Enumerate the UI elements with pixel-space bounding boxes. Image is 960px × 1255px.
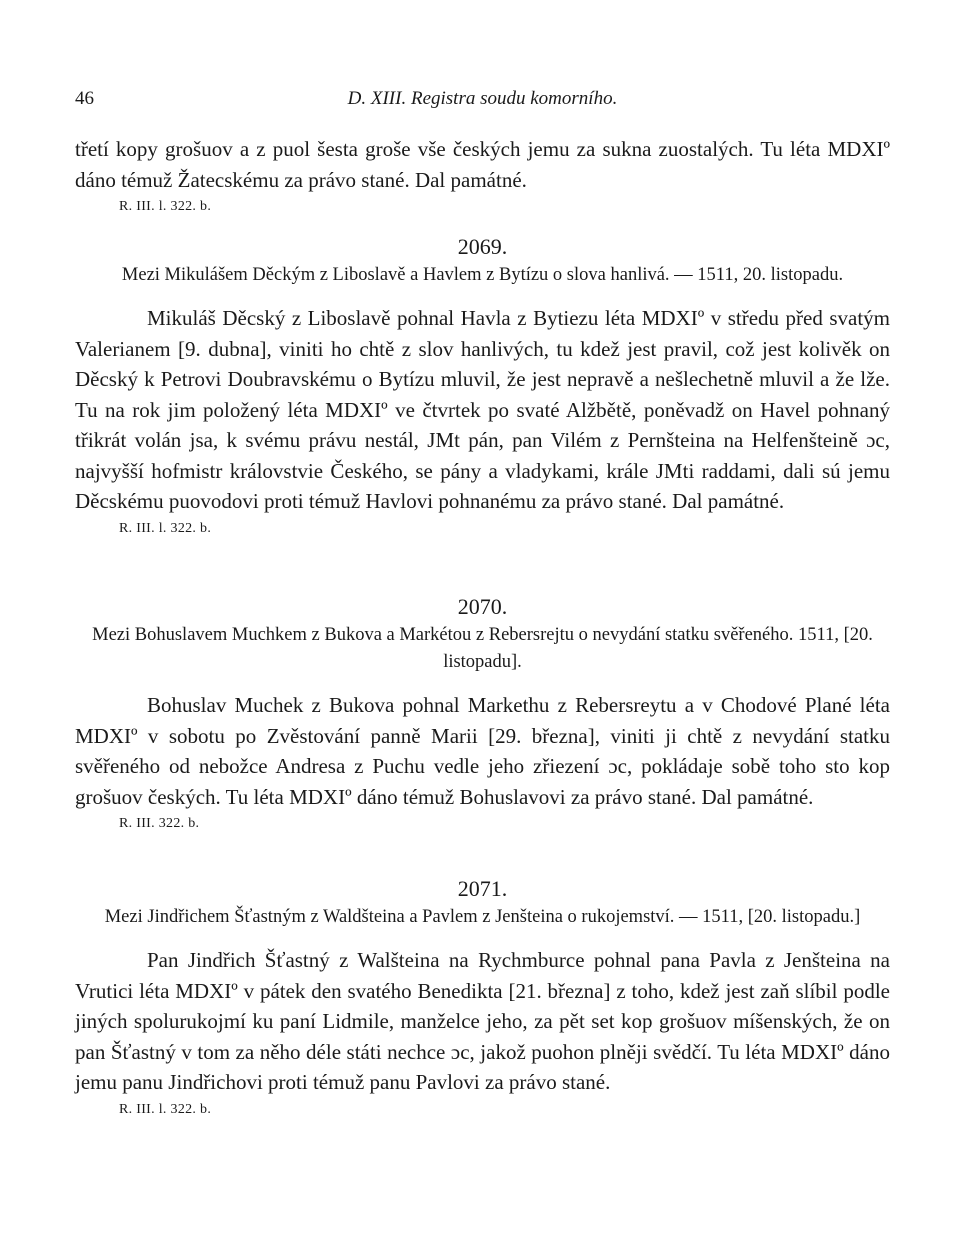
entry-number: 2071. bbox=[457, 876, 508, 901]
document-page bbox=[75, 0, 890, 1255]
entry-heading: Mezi Jindřichem Šťastným z Waldšteina a Pavlem z Jenšteina o rukojemství. — 1511, [20. listopadu.] bbox=[104, 907, 861, 927]
entry-heading: Mezi Mikulášem Děckým z Liboslavě a Havlem z Bytízu o slova hanlivá. — 1511, 20. listopadu. bbox=[121, 265, 844, 285]
intro-paragraph: třetí kopy grošuov a z puol šesta groše vše českých jemu za sukna zuostalých. Tu léta MDXIº dáno témuž Žatecskému za právo stané. Dal památné. bbox=[75, 137, 890, 192]
entry-reference: R. III. l. 322. b. bbox=[119, 1101, 212, 1117]
page-number: 46 bbox=[75, 88, 94, 109]
entry-2070 bbox=[75, 592, 890, 836]
running-header bbox=[75, 84, 890, 114]
entry-paragraph: Pan Jindřich Šťastný z Walšteina na Rychmburce pohnal pana Pavla z Jenšteina na Vrutici léta MDXIº v pátek den svatého Benedikta [21. března] z toho, kdež jest zaň slíbil podle jiných spolurukojmí ku paní Lidmile, manželce jeho, za pět set kop grošuov míšenských, že on pan Šťastný v tom za něho déle státi nechce ɔc, jakož puohon plněji svědčí. Tu léta MDXIº dáno jemu panu Jindřichovi proti témuž panu Pavlovi za právo stané. bbox=[75, 948, 890, 1094]
entry-reference: R. III. l. 322. b. bbox=[119, 520, 212, 536]
intro-continuation bbox=[75, 134, 890, 219]
entry-number: 2070. bbox=[457, 594, 508, 619]
entry-paragraph: Mikuláš Děcský z Liboslavě pohnal Havla z Bytiezu léta MDXIº v středu před svatým Valerianem [9. dubna], viniti ho chtě z slov hanlivých, tu kdež jest pravil, což jest kolivěk on Děcský k Petrovi Doubravskému o Bytízu mluvil, že jest nepravě a nešlechetně mluvil a že lže. Tu na rok jim položený léta MDXIº ve čtvrtek po svaté Alžbětě, poněvadž on Havel pohnaný třikrát volán jsa, k svému právu nestál, JMt pán, pan Vilém z Pernšteina na Helfenšteině ɔc, najvyšší hofmistr královstvie Českého, se pány a vladykami, krále JMti raddami, dali sú jemu Děcskému puovodovi proti témuž Havlovi pohnanému za právo stané. Dal památné. bbox=[75, 306, 890, 513]
entry-paragraph: Bohuslav Muchek z Bukova pohnal Markethu z Rebersreytu a v Chodové Plané léta MDXIº v sobotu po Zvěstování panně Marii [29. března], viniti ji chtě z nevydání statku svěřeného od nebožce Andresa z Puchu vedle jeho zřiezení ɔc, pokládaje sobě toho sto kop grošuov českých. Tu léta MDXIº dáno témuž Bohuslavovi za právo stané. Dal památné. bbox=[75, 693, 890, 809]
entry-reference: R. III. 322. b. bbox=[119, 816, 200, 831]
entry-2069 bbox=[75, 232, 890, 541]
entry-2071 bbox=[75, 874, 890, 1122]
entry-number: 2069. bbox=[457, 234, 508, 259]
intro-reference: R. III. l. 322. b. bbox=[119, 199, 212, 214]
entry-heading: Mezi Bohuslavem Muchkem z Bukova a Markétou z Rebersrejtu o nevydání statku svěřeného. 1511, [20. listopadu]. bbox=[92, 625, 873, 672]
running-title: D. XIII. Registra soudu komorního. bbox=[347, 88, 618, 109]
